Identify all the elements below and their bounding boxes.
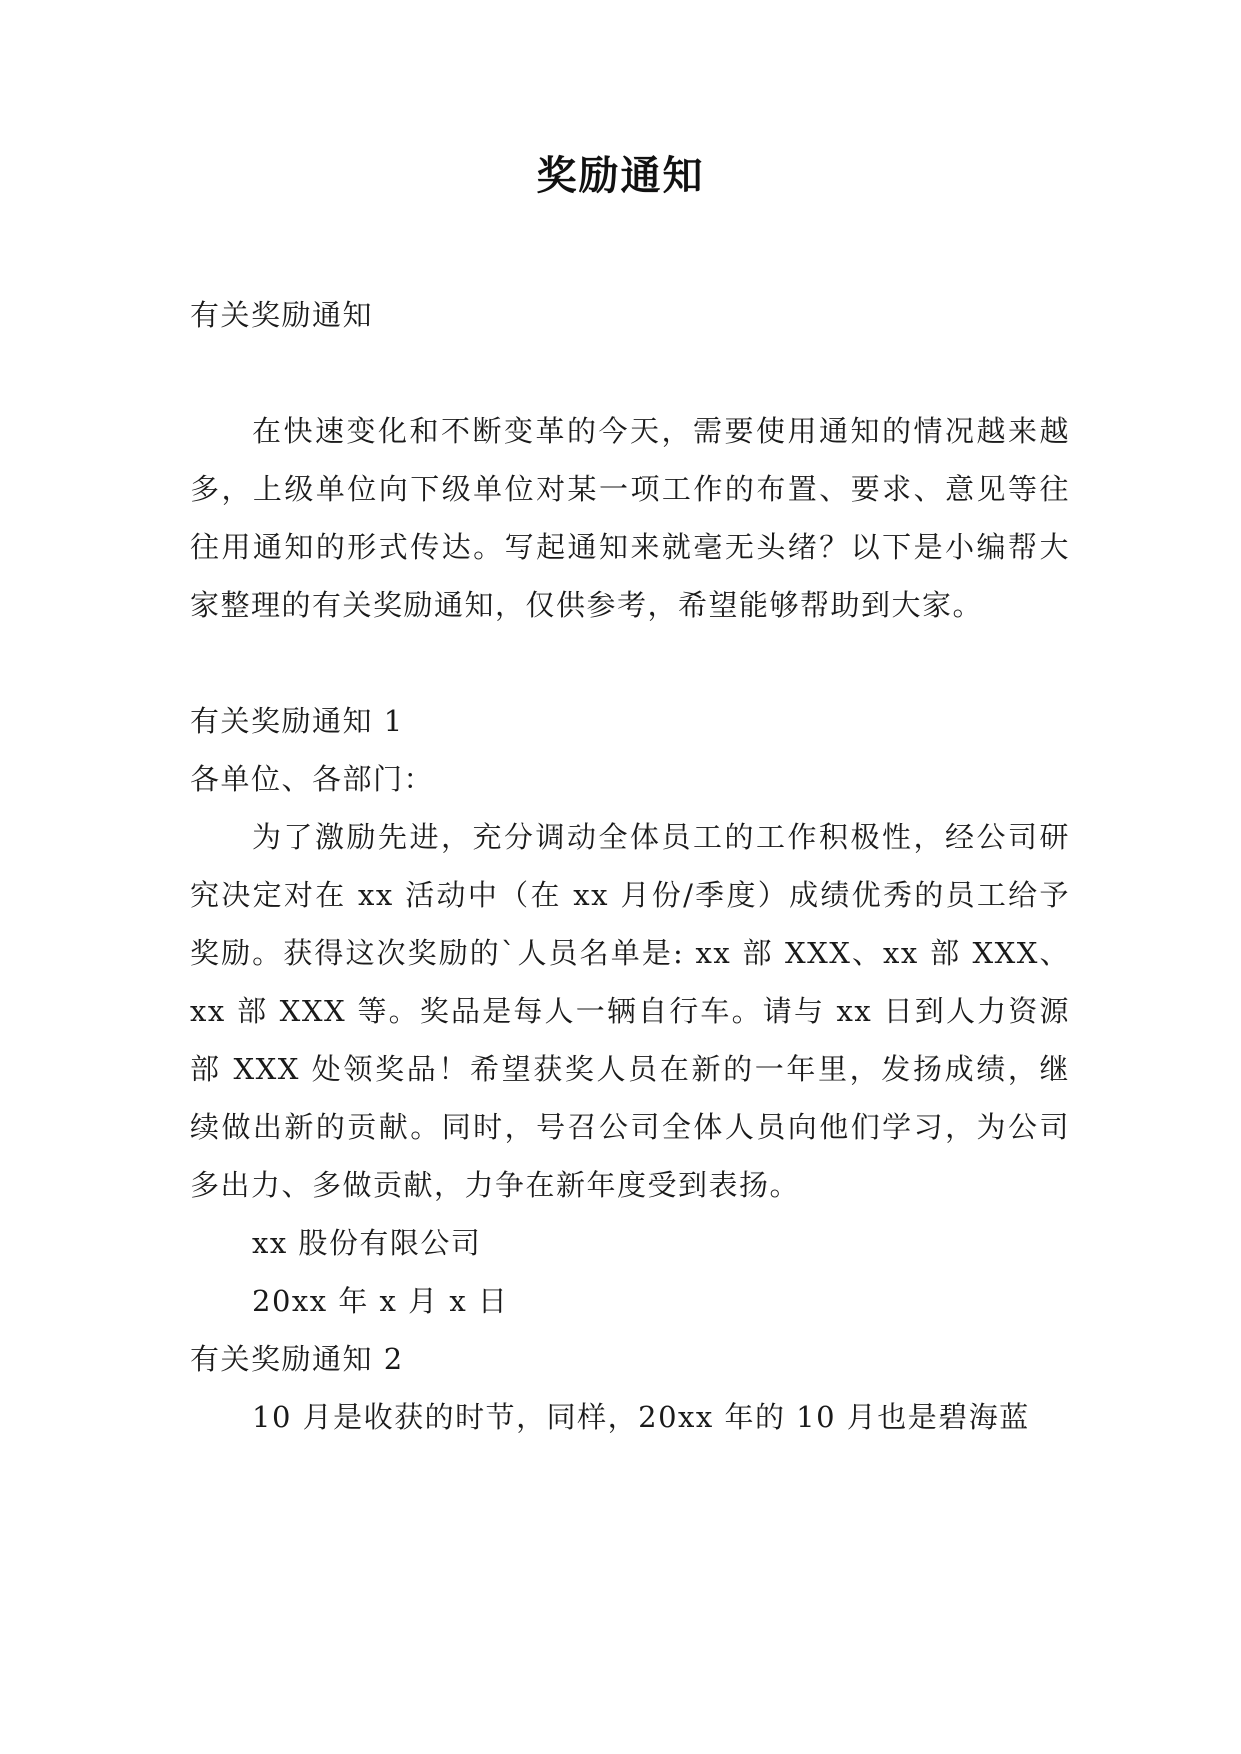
section2-body: 10 月是收获的时节，同样，20xx 年的 10 月也是碧海蓝: [252, 1400, 1030, 1434]
document-title: 奖励通知: [536, 153, 705, 199]
section2-heading: 有关奖励通知 2: [190, 1342, 404, 1376]
signature-company: xx 股份有限公司: [252, 1226, 482, 1260]
document-body: [190, 286, 1070, 1446]
signature-date: 20xx 年 x 月 x 日: [252, 1284, 509, 1318]
section1-heading: 有关奖励通知 1: [190, 704, 404, 738]
subtitle: 有关奖励通知: [190, 298, 374, 332]
section1-salutation: 各单位、各部门：: [190, 762, 435, 796]
section1-body: 为了激励先进，充分调动全体员工的工作积极性，经公司研究决定对在 xx 活动中（在 xx 月份/季度）成绩优秀的员工给予奖励。获得这次奖励的`人员名单是: xx 部 XXX、xx 部 XXX、xx 部 XXX 等。奖品是每人一辆自行车。请与 xx 日到人力资源部 XXX 处领奖品！希望获奖人员在新的一年里，发扬成绩，继续做出新的贡献。同时，号召公司全体人员向他们学习，为公司多出力、多做贡献，力争在新年度受到表扬。: [190, 820, 1070, 1202]
intro-paragraph: 在快速变化和不断变革的今天，需要使用通知的情况越来越多，上级单位向下级单位对某一项工作的布置、要求、意见等往往用通知的形式传达。写起通知来就毫无头绪？以下是小编帮大家整理的有关奖励通知，仅供参考，希望能够帮助到大家。: [190, 414, 1070, 622]
